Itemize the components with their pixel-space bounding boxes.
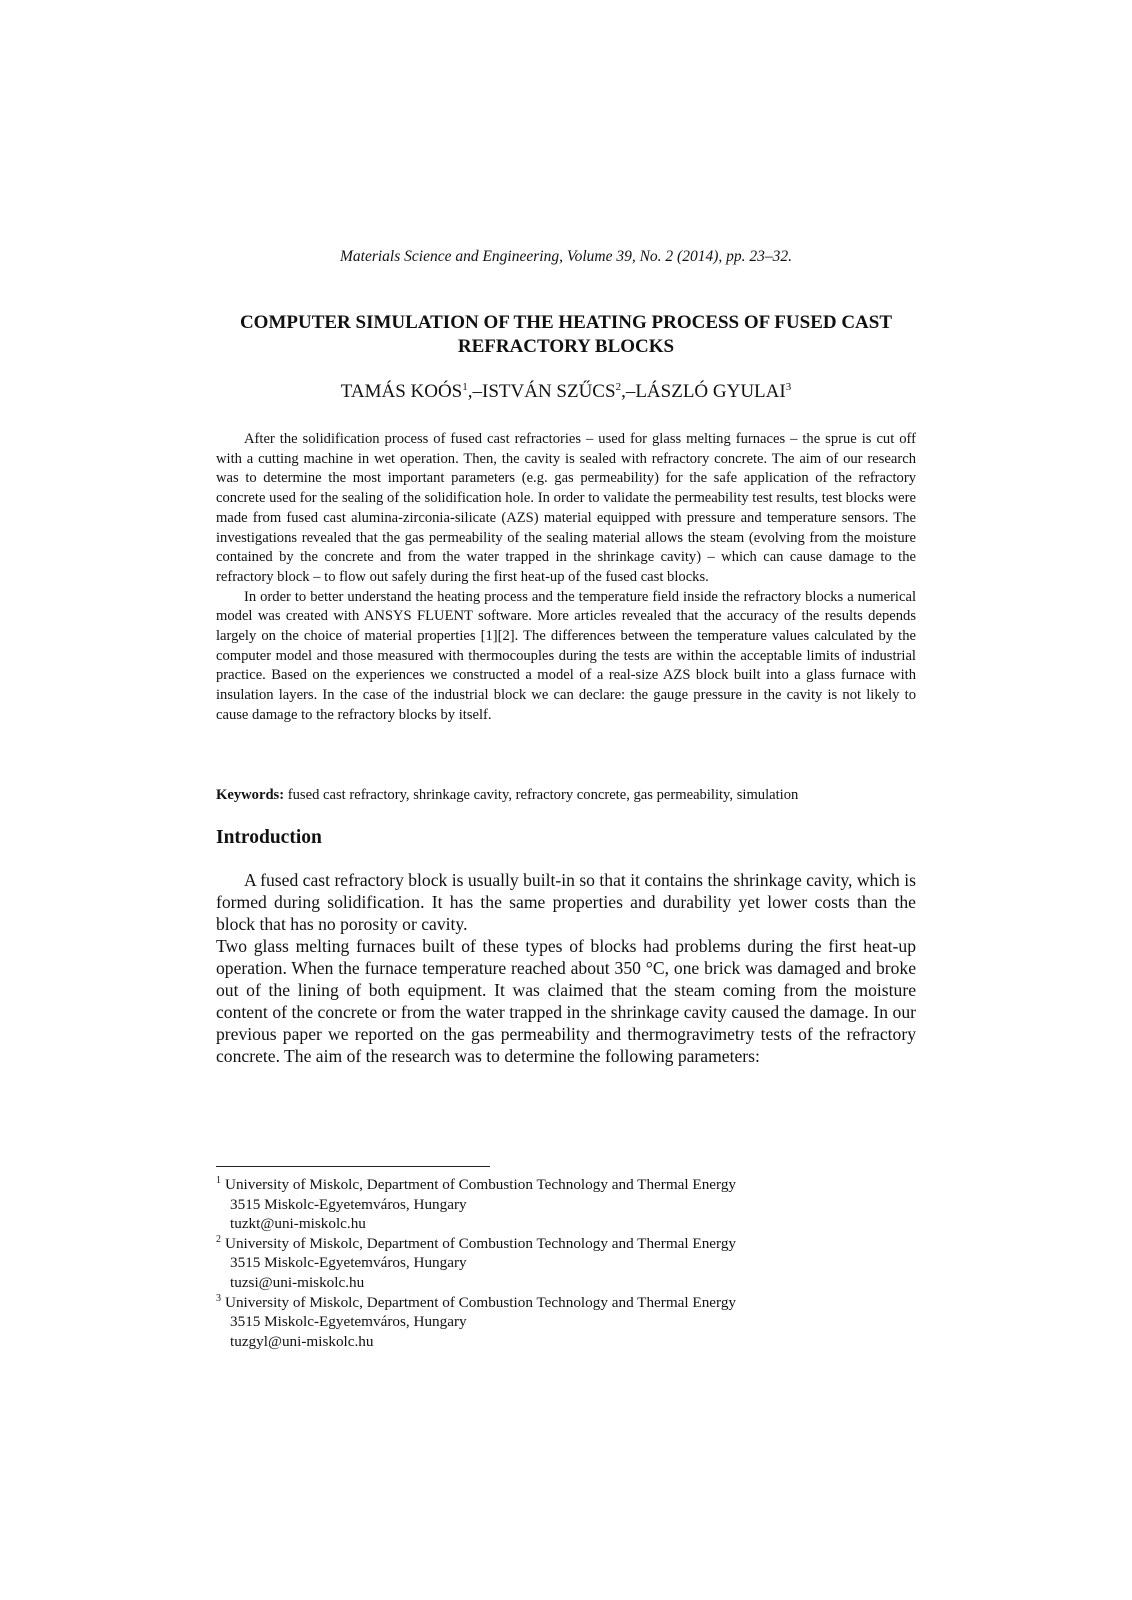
footnote-email[interactable]: tuzgyl@uni-miskolc.hu <box>230 1332 374 1350</box>
journal-citation: Materials Science and Engineering, Volume 39, No. 2 (2014), pp. 23–32. <box>339 248 792 265</box>
footnotes <box>216 1175 916 1351</box>
author-affiliation-mark: 2 <box>615 381 622 393</box>
body-paragraph: Two glass melting furnaces built of these types of blocks had problems during the first heat-up operation. When the furnace temperature reached about 350 °C, one brick was damaged and broke out of the lining of both equipment. It was claimed that the steam coming from the moisture content of the concrete or from the water trapped in the shrinkage cavity caused the damage. In our previous paper we reported on the gas permeability and thermogravimetry tests of the refractory concrete. The aim of the research was to determine the following parameters: <box>216 936 916 1066</box>
author-name: LÁSZLÓ GYULAI <box>635 381 786 402</box>
keywords-list: fused cast refractory, shrinkage cavity, refractory concrete, gas permeability, simulation <box>287 787 799 803</box>
keywords-label: Keywords: <box>216 787 285 803</box>
abstract <box>216 430 916 726</box>
footnote-mark: 1 <box>216 1175 221 1186</box>
author-name: TAMÁS KOÓS <box>340 381 463 402</box>
footnote-mark: 2 <box>216 1233 221 1245</box>
abstract-paragraph: In order to better understand the heating process and the temperature field inside the refractory blocks a numerical model was created with ANSYS FLUENT software. More articles revealed that the accuracy of the results depends largely on the choice of material properties [1][2]. The differences between the temperature values calculated by the computer model and those measured with thermocouples during the tests are within the acceptable limits of industrial practice. Based on the experiences we constructed a model of a real-size AZS block built into a glass furnace with insulation layers. In the case of the industrial block we can declare: the gauge pressure in the cavity is not likely to cause damage to the refractory blocks by itself. <box>216 588 916 723</box>
footnote-affiliation: University of Miskolc, Department of Combustion Technology and Thermal Energy <box>225 1176 737 1193</box>
author-list <box>0 380 1132 404</box>
section-heading-introduction: Introduction <box>216 827 322 848</box>
body-paragraph: A fused cast refractory block is usually built-in so that it contains the shrinkage cavity, which is formed during solidification. It has the same properties and durability yet lower costs than the block that has no porosity or cavity. <box>216 870 916 934</box>
footnote-affiliation: University of Miskolc, Department of Combustion Technology and Thermal Energy <box>225 1234 737 1252</box>
footnote-mark: 3 <box>216 1292 221 1304</box>
author-affiliation-mark: 1 <box>462 381 468 393</box>
author-name: ISTVÁN SZŰCS <box>482 381 616 402</box>
footnote <box>216 1293 916 1352</box>
keywords <box>216 786 916 806</box>
footnote-email[interactable]: tuzkt@uni-miskolc.hu <box>230 1215 366 1233</box>
footnote-address: 3515 Miskolc-Egyetemváros, Hungary <box>230 1254 467 1272</box>
footnote <box>216 1234 916 1293</box>
footnote-divider <box>216 1166 490 1167</box>
paper-title: COMPUTER SIMULATION OF THE HEATING PROCESS OF FUSED CAST REFRACTORY BLOCKS <box>239 312 893 357</box>
author-affiliation-mark: 3 <box>785 381 792 393</box>
footnote <box>216 1175 916 1234</box>
footnote-email[interactable]: tuzsi@uni-miskolc.hu <box>230 1273 365 1291</box>
footnote-affiliation: University of Miskolc, Department of Combustion Technology and Thermal Energy <box>225 1293 737 1311</box>
footnote-address: 3515 Miskolc-Egyetemváros, Hungary <box>230 1313 467 1331</box>
footnote-address: 3515 Miskolc-Egyetemváros, Hungary <box>230 1195 467 1213</box>
abstract-paragraph: After the solidification process of fused cast refractories – used for glass melting furnaces – the sprue is cut off with a cutting machine in wet operation. Then, the cavity is sealed with refractory concrete. The aim of our research was to determine the most important parameters (e.g. gas permeability) for the safe application of the refractory concrete used for the sealing of the solidification hole. In order to validate the permeability test results, test blocks were made from fused cast alumina-zirconia-silicate (AZS) material equipped with pressure and temperature sensors. The investigations revealed that the gas permeability of the sealing material allows the steam (evolving from the moisture contained by the concrete and from the water trapped in the shrinkage cavity) – which can cause damage to the refractory block – to flow out safely during the first heat-up of the fused cast blocks. <box>216 431 916 585</box>
author-separator: ,– <box>621 381 636 402</box>
author-separator: ,– <box>467 381 482 402</box>
introduction-body <box>216 869 916 1067</box>
